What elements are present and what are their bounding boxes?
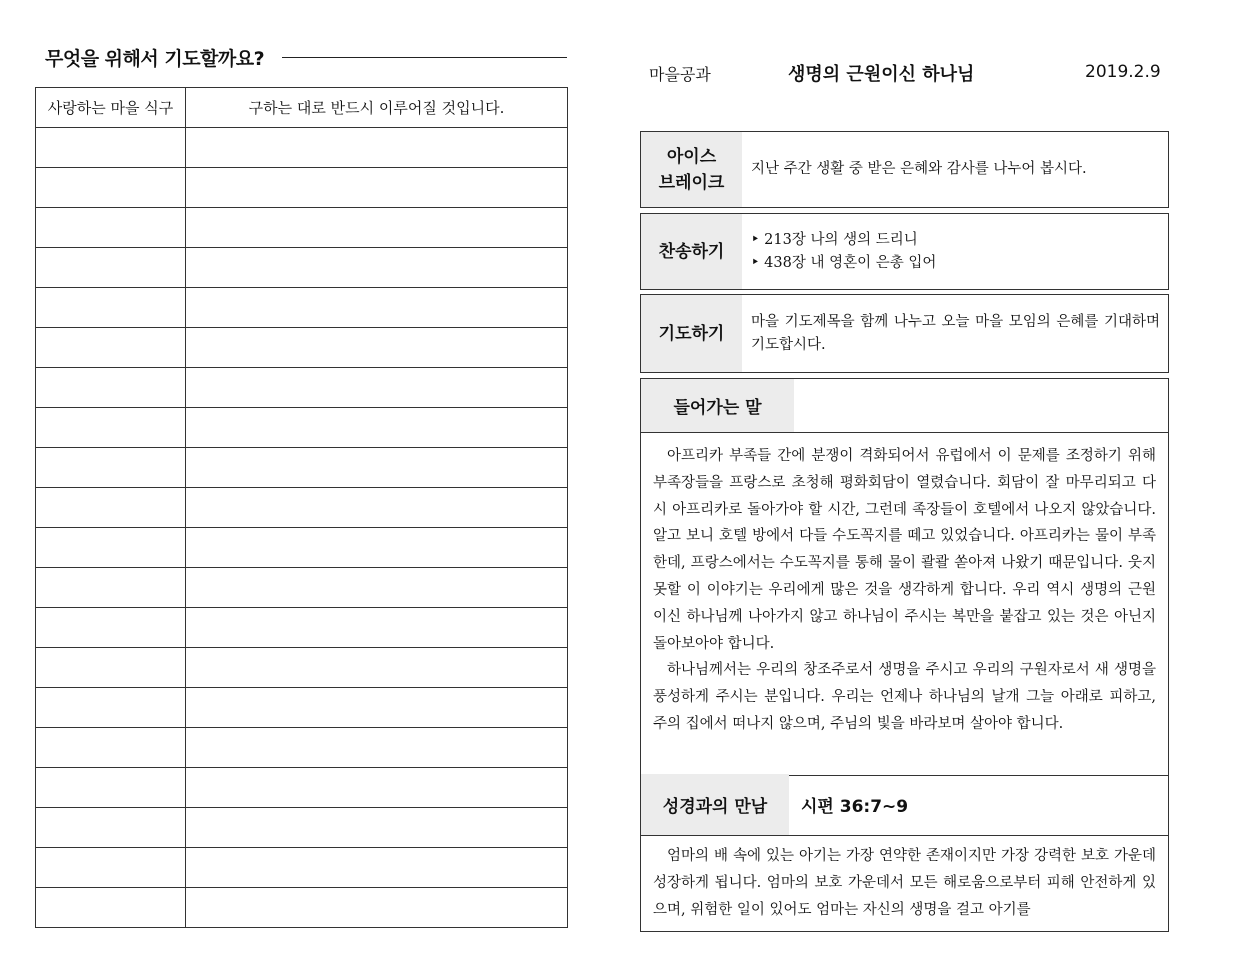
table-row — [36, 568, 568, 608]
hymn-section — [640, 213, 1169, 290]
family-name-cell[interactable] — [36, 728, 186, 768]
table-row — [36, 128, 568, 168]
lesson-date: 2019.2.9 — [1085, 62, 1161, 82]
family-name-cell[interactable] — [36, 848, 186, 888]
prayer-request-cell[interactable] — [186, 808, 568, 848]
table-header-row — [36, 88, 568, 128]
bible-reference: 시편 36:7~9 — [801, 797, 909, 817]
table-row — [36, 288, 568, 328]
table-row — [36, 528, 568, 568]
table-row — [36, 248, 568, 288]
family-name-cell[interactable] — [36, 288, 186, 328]
prayer-request-cell[interactable] — [186, 608, 568, 648]
divider — [641, 835, 1168, 836]
lesson-title: 생명의 근원이신 하나님 — [788, 64, 975, 85]
family-name-cell[interactable] — [36, 528, 186, 568]
icebreak-text: 지난 주간 생활 중 받은 은혜와 감사를 나누어 봅시다. — [751, 161, 1087, 177]
prayer-request-cell[interactable] — [186, 248, 568, 288]
family-name-cell[interactable] — [36, 408, 186, 448]
column-header-prayer: 구하는 대로 반드시 이루어질 것입니다. — [186, 88, 568, 128]
prayer-request-cell[interactable] — [186, 368, 568, 408]
prayer-request-cell[interactable] — [186, 328, 568, 368]
prayer-request-cell[interactable] — [186, 168, 568, 208]
prayer-section — [640, 294, 1169, 373]
family-name-cell[interactable] — [36, 208, 186, 248]
family-name-cell[interactable] — [36, 608, 186, 648]
icebreak-label-line1: 아이스 — [666, 146, 717, 167]
table-row — [36, 648, 568, 688]
table-row — [36, 608, 568, 648]
bible-label: 성경과의 만남 — [641, 774, 789, 835]
divider — [641, 432, 1168, 433]
table-row — [36, 848, 568, 888]
family-name-cell[interactable] — [36, 168, 186, 208]
prayer-request-cell[interactable] — [186, 768, 568, 808]
family-name-cell[interactable] — [36, 128, 186, 168]
title-rule — [282, 57, 567, 58]
family-name-cell[interactable] — [36, 888, 186, 928]
lesson-category: 마을공과 — [649, 65, 711, 84]
prayer-request-cell[interactable] — [186, 568, 568, 608]
table-row — [36, 888, 568, 928]
prayer-request-cell[interactable] — [186, 688, 568, 728]
prayer-label: 기도하기 — [641, 295, 742, 372]
hymn-label: 찬송하기 — [641, 214, 742, 289]
prayer-request-cell[interactable] — [186, 528, 568, 568]
icebreak-label-line2: 브레이크 — [658, 172, 725, 193]
family-name-cell[interactable] — [36, 328, 186, 368]
table-row — [36, 368, 568, 408]
hymn-item: ‣ 213장 나의 생의 드리니 — [751, 229, 1160, 252]
prayer-request-cell[interactable] — [186, 488, 568, 528]
table-row — [36, 808, 568, 848]
family-name-cell[interactable] — [36, 768, 186, 808]
intro-paragraph: 아프리카 부족들 간에 분쟁이 격화되어서 유럽에서 이 문제를 조정하기 위해 부족장들을 프랑스로 초청해 평화회담이 열렸습니다. 회담이 잘 마무리되고 다시 아프리카로 돌아가야 할 시간, 그런데 족장들이 호텔에서 나오지 않았습니다. 알고 보니 호텔 방에서 다들 수도꼭지를 떼고 있었습니다. 아프리카는 물이 부족한데, 프랑스에서는 수도꼭지를 통해 물이 콸콸 쏟아져 나왔기 때문입니다. 웃지 못할 이 이야기는 우리에게 많은 것을 생각하게 합니다. 우리 역시 생명의 근원이신 하나님께 나아가지 않고 하나님이 주시는 복만을 붙잡고 있는 것은 아닌지 돌아보아야 합니다. — [653, 448, 1156, 652]
prayer-request-cell[interactable] — [186, 728, 568, 768]
family-name-cell[interactable] — [36, 488, 186, 528]
prayer-request-cell[interactable] — [186, 208, 568, 248]
hymn-item: ‣ 438장 내 영혼이 은총 입어 — [751, 252, 1160, 275]
family-name-cell[interactable] — [36, 368, 186, 408]
intro-label: 들어가는 말 — [641, 379, 794, 432]
prayer-request-cell[interactable] — [186, 888, 568, 928]
family-name-cell[interactable] — [36, 688, 186, 728]
table-row — [36, 408, 568, 448]
prayer-request-cell[interactable] — [186, 648, 568, 688]
column-header-family: 사랑하는 마을 식구 — [36, 88, 186, 128]
prayer-list-title: 무엇을 위해서 기도할까요? — [45, 48, 265, 70]
family-name-cell[interactable] — [36, 648, 186, 688]
prayer-request-cell[interactable] — [186, 288, 568, 328]
table-row — [36, 328, 568, 368]
bible-paragraph: 엄마의 배 속에 있는 아기는 가장 연약한 존재이지만 가장 강력한 보호 가운데 성장하게 됩니다. 엄마의 보호 가운데서 모든 해로움으로부터 피해 안전하게 있으며, 위험한 일이 있어도 엄마는 자신의 생명을 걸고 아기를 — [653, 848, 1156, 918]
bible-body — [653, 843, 1156, 923]
intro-body — [653, 443, 1156, 738]
table-row — [36, 168, 568, 208]
table-row — [36, 488, 568, 528]
table-row — [36, 688, 568, 728]
table-row — [36, 728, 568, 768]
family-name-cell[interactable] — [36, 448, 186, 488]
family-name-cell[interactable] — [36, 568, 186, 608]
prayer-request-cell[interactable] — [186, 408, 568, 448]
intro-paragraph: 하나님께서는 우리의 창조주로서 생명을 주시고 우리의 구원자로서 새 생명을 풍성하게 주시는 분입니다. 우리는 언제나 하나님의 날개 그늘 아래로 피하고, 주의 집에서 떠나지 않으며, 주님의 빛을 바라보며 살아야 합니다. — [653, 662, 1156, 732]
bible-section — [640, 774, 1169, 932]
prayer-request-cell[interactable] — [186, 448, 568, 488]
prayer-text: 마을 기도제목을 함께 나누고 오늘 마을 모임의 은혜를 기대하며 기도합시다. — [751, 313, 1160, 353]
icebreak-section — [640, 131, 1169, 208]
table-row — [36, 208, 568, 248]
table-row — [36, 448, 568, 488]
icebreak-label — [641, 132, 742, 207]
prayer-request-cell[interactable] — [186, 848, 568, 888]
prayer-request-cell[interactable] — [186, 128, 568, 168]
table-row — [36, 768, 568, 808]
family-name-cell[interactable] — [36, 808, 186, 848]
family-name-cell[interactable] — [36, 248, 186, 288]
prayer-table — [35, 87, 568, 928]
intro-section — [640, 378, 1169, 776]
